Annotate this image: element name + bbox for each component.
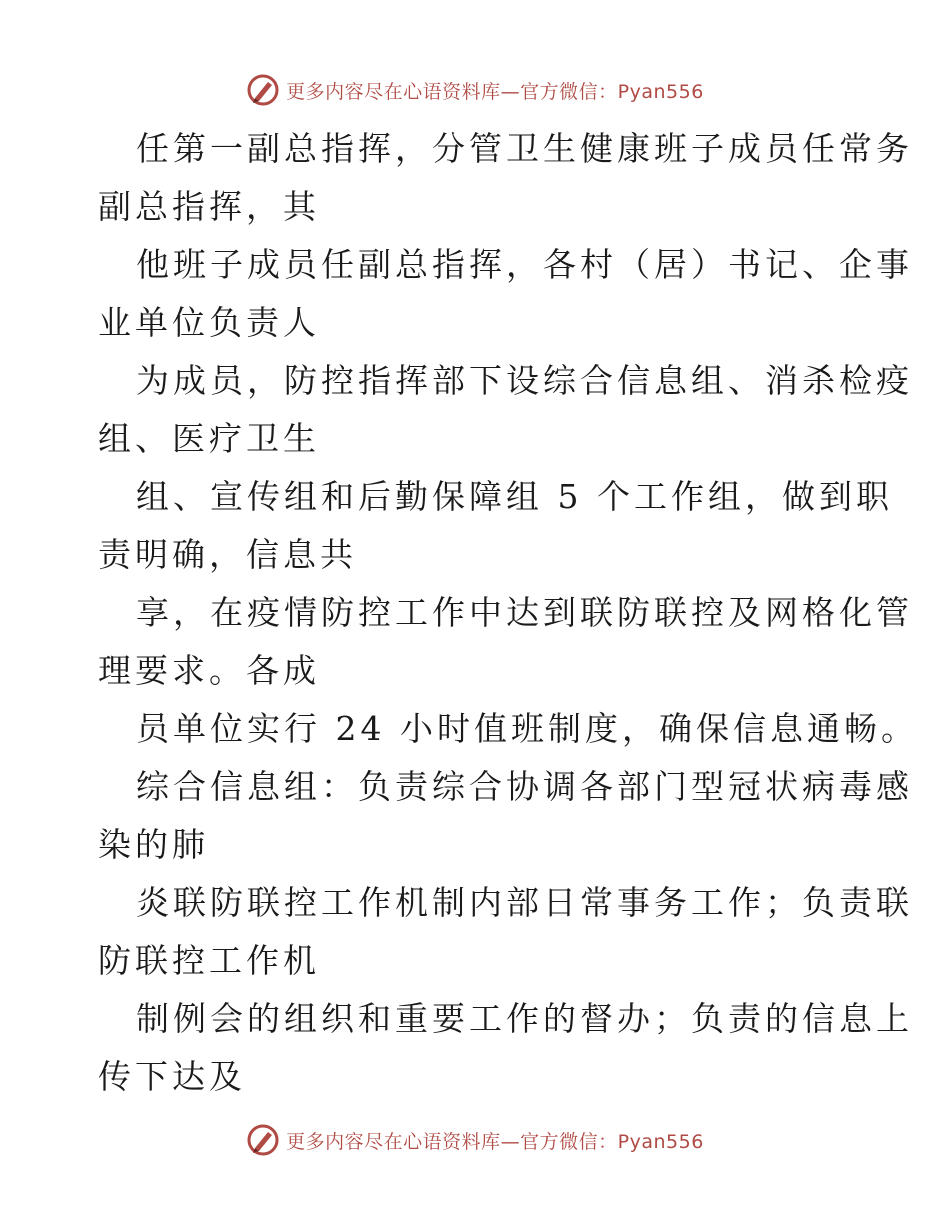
- footer-banner-text: 更多内容尽在心语资料库—官方微信：Pyan556: [286, 1130, 704, 1153]
- header-banner-text: 更多内容尽在心语资料库—官方微信：Pyan556: [286, 80, 704, 103]
- body-line: 染的肺: [98, 825, 209, 864]
- body-line: 责明确，信息共: [98, 535, 357, 574]
- body-line: 他班子成员任副总指挥，各村（居）书记、企事: [136, 245, 913, 284]
- header-banner: [0, 70, 950, 110]
- body-line: 为成员，防控指挥部下设综合信息组、消杀检疫: [136, 361, 913, 400]
- body-line: 防联控工作机: [98, 941, 320, 980]
- body-line: 制例会的组织和重要工作的督办；负责的信息上: [136, 999, 913, 1038]
- body-line: 任第一副总指挥，分管卫生健康班子成员任常务: [136, 129, 913, 168]
- body-line: 组、医疗卫生: [98, 419, 320, 458]
- body-line: 传下达及: [98, 1057, 246, 1096]
- body-line: 炎联防联控工作机制内部日常事务工作；负责联: [136, 883, 913, 922]
- body-line: 副总指挥，其: [98, 187, 320, 226]
- pen-logo-icon: [246, 1123, 280, 1157]
- body-line: 理要求。各成: [98, 651, 320, 690]
- document-body: [98, 120, 918, 1106]
- body-line: 员单位实行 24 小时值班制度，确保信息通畅。: [136, 709, 918, 748]
- body-line: 享，在疫情防控工作中达到联防联控及网格化管: [136, 593, 913, 632]
- body-line: 组、宣传组和后勤保障组 5 个工作组，做到职: [136, 477, 893, 516]
- pen-logo-icon: [246, 73, 280, 107]
- footer-banner: [0, 1120, 950, 1160]
- body-line: 综合信息组：负责综合协调各部门型冠状病毒感: [136, 767, 913, 806]
- body-line: 业单位负责人: [98, 303, 320, 342]
